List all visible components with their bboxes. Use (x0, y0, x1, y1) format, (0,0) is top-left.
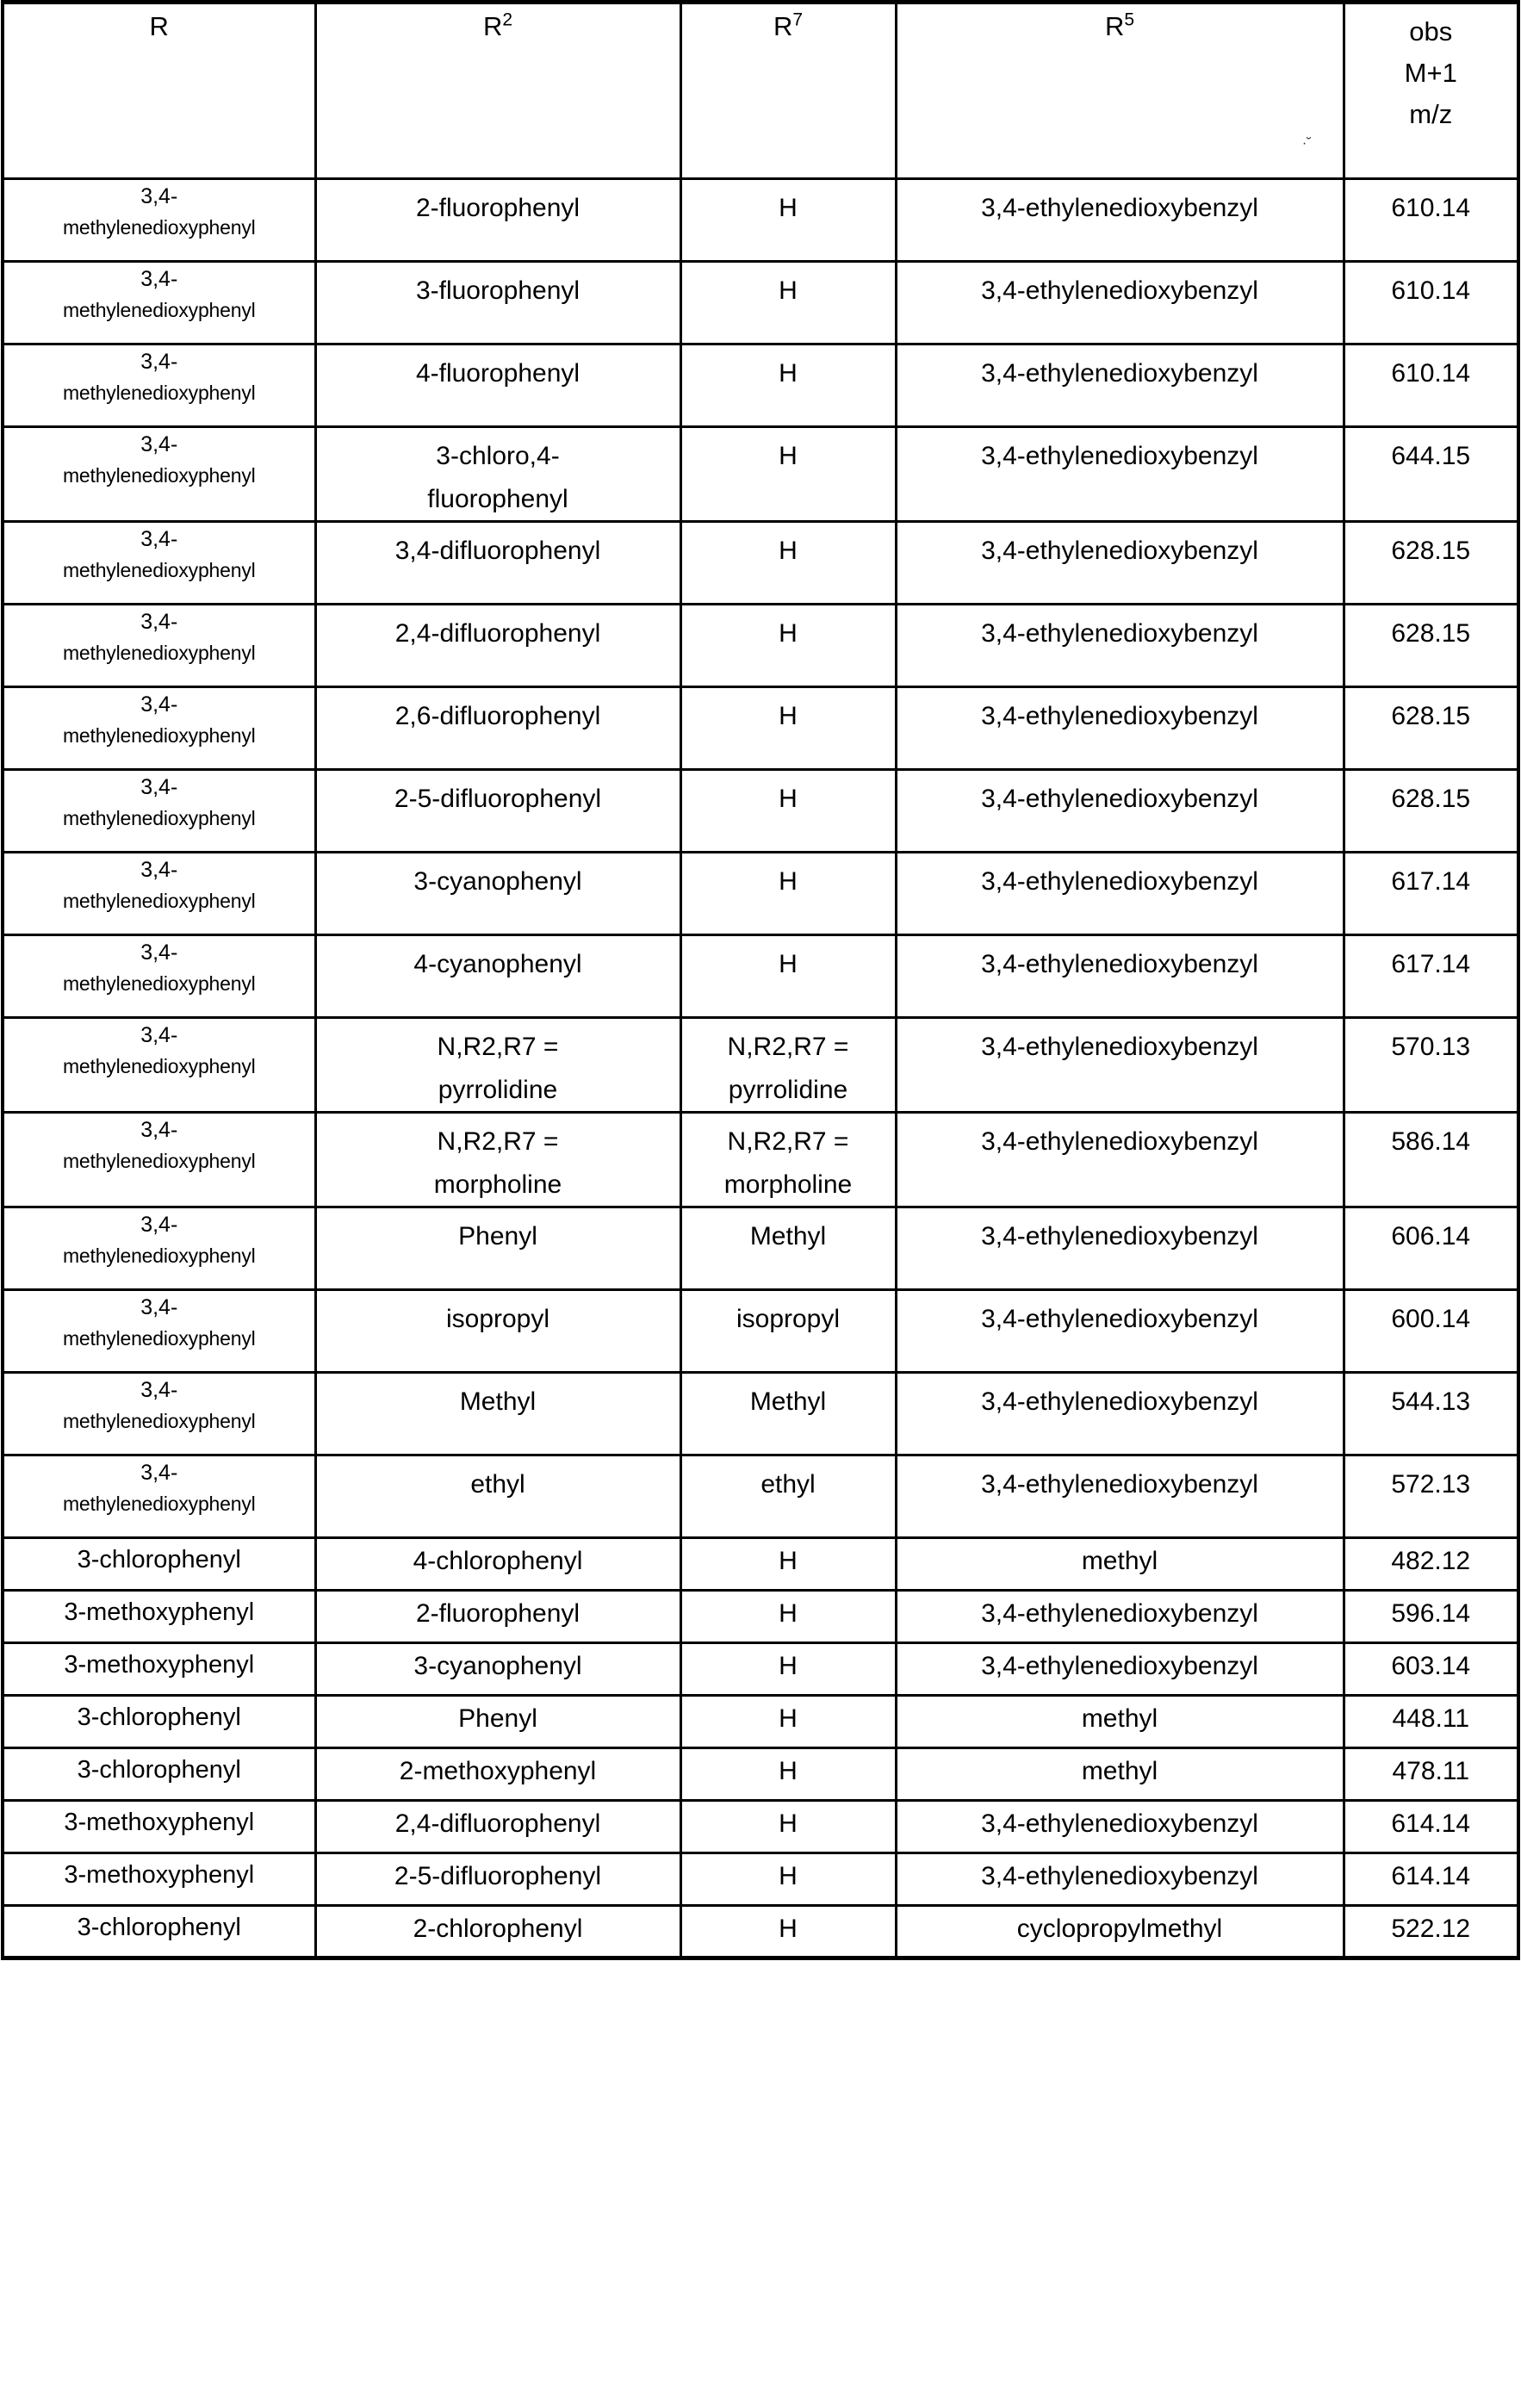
cell-obs-mz: 478.11 (1344, 1748, 1518, 1801)
cell-r2: 3,4-difluorophenyl (315, 522, 680, 605)
column-header-r7-sup: 7 (792, 9, 804, 30)
cell-r7: H (680, 1643, 896, 1696)
table-row (3, 1455, 1518, 1538)
column-header-r5-label: R (1104, 11, 1125, 41)
cell-r (3, 1373, 315, 1455)
cell-r7: H (680, 853, 896, 935)
cell-obs-mz: 610.14 (1344, 262, 1518, 344)
cell-r-line2: methylenedioxyphenyl (62, 1492, 256, 1515)
cell-r2: 3-cyanophenyl (315, 1643, 680, 1696)
table-row (3, 262, 1518, 344)
cell-obs-mz: 570.13 (1344, 1018, 1518, 1113)
cell-r2: ethyl (315, 1455, 680, 1538)
table-row (3, 1207, 1518, 1290)
cell-r-line1: 3,4- (140, 432, 178, 456)
cell-r: 3-chlorophenyl (3, 1696, 315, 1748)
table-row (3, 1853, 1518, 1906)
cell-r2: 2-fluorophenyl (315, 1591, 680, 1643)
table-row (3, 1906, 1518, 1958)
cell-r-line2: methylenedioxyphenyl (62, 298, 256, 321)
cell-obs-mz: 610.14 (1344, 344, 1518, 427)
cell-r (3, 1113, 315, 1207)
cell-obs-mz: 614.14 (1344, 1853, 1518, 1906)
column-header-r7-label: R (773, 11, 793, 41)
cell-obs-mz: 614.14 (1344, 1801, 1518, 1853)
cell-r5: 3,4-ethylenedioxybenzyl (896, 1018, 1344, 1113)
cell-r (3, 1455, 315, 1538)
cell-r-line1: 3,4- (140, 610, 178, 634)
cell-r-line2: methylenedioxyphenyl (62, 1244, 256, 1267)
cell-obs-mz: 482.12 (1344, 1538, 1518, 1591)
cell-r7: Methyl (680, 1373, 896, 1455)
cell-r5: methyl (896, 1696, 1344, 1748)
table-row (3, 1373, 1518, 1455)
column-header-obs-line1: obs (1409, 16, 1453, 47)
cell-r: 3-methoxyphenyl (3, 1801, 315, 1853)
cell-r2: isopropyl (315, 1290, 680, 1373)
cell-r5: 3,4-ethylenedioxybenzyl (896, 262, 1344, 344)
cell-r-line2: methylenedioxyphenyl (62, 463, 256, 487)
column-header-r2-label: R (482, 11, 503, 41)
cell-r2: N,R2,R7 = pyrrolidine (315, 1018, 680, 1113)
cell-r7: H (680, 1906, 896, 1958)
cell-r7: H (680, 1696, 896, 1748)
cell-r (3, 935, 315, 1018)
cell-r2: 4-cyanophenyl (315, 935, 680, 1018)
cell-r (3, 1018, 315, 1113)
cell-r5: 3,4-ethylenedioxybenzyl (896, 427, 1344, 522)
cell-r7: H (680, 427, 896, 522)
cell-obs-mz: 617.14 (1344, 853, 1518, 935)
cell-obs-mz: 628.15 (1344, 522, 1518, 605)
cell-r-line2: methylenedioxyphenyl (62, 723, 256, 747)
cell-r: 3-methoxyphenyl (3, 1591, 315, 1643)
cell-obs-mz: 572.13 (1344, 1455, 1518, 1538)
cell-r-line2: methylenedioxyphenyl (62, 215, 256, 239)
cell-r5: 3,4-ethylenedioxybenzyl (896, 522, 1344, 605)
cell-r5: 3,4-ethylenedioxybenzyl (896, 1455, 1344, 1538)
cell-r5: 3,4-ethylenedioxybenzyl (896, 1643, 1344, 1696)
cell-obs-mz: 586.14 (1344, 1113, 1518, 1207)
cell-r2: Phenyl (315, 1696, 680, 1748)
cell-r-line2: methylenedioxyphenyl (62, 381, 256, 404)
cell-r7: H (680, 605, 896, 687)
cell-obs-mz: 610.14 (1344, 179, 1518, 262)
column-header-obs-mz (1344, 3, 1518, 179)
table-row (3, 853, 1518, 935)
cell-r5: 3,4-ethylenedioxybenzyl (896, 344, 1344, 427)
cell-r-line2: methylenedioxyphenyl (62, 1409, 256, 1432)
cell-r2: 2-5-difluorophenyl (315, 1853, 680, 1906)
cell-obs-mz: 596.14 (1344, 1591, 1518, 1643)
table-body (3, 179, 1518, 1958)
cell-r2: 4-chlorophenyl (315, 1538, 680, 1591)
cell-r5: 3,4-ethylenedioxybenzyl (896, 1853, 1344, 1906)
cell-r7: H (680, 1748, 896, 1801)
cell-r7: H (680, 1853, 896, 1906)
cell-r2: 3-cyanophenyl (315, 853, 680, 935)
cell-r7: N,R2,R7 = morpholine (680, 1113, 896, 1207)
cell-r5: 3,4-ethylenedioxybenzyl (896, 853, 1344, 935)
table-row (3, 770, 1518, 853)
cell-r7: H (680, 1801, 896, 1853)
scan-artifact-mark: ·˘ (1301, 136, 1312, 151)
cell-r2: 2-methoxyphenyl (315, 1748, 680, 1801)
column-header-r-label: R (149, 11, 169, 41)
column-header-obs-line2: M+1 (1404, 58, 1457, 89)
table-row (3, 427, 1518, 522)
cell-r-line1: 3,4- (140, 1461, 178, 1485)
cell-r5: 3,4-ethylenedioxybenzyl (896, 1207, 1344, 1290)
cell-r (3, 179, 315, 262)
cell-r-line1: 3,4- (140, 1023, 178, 1047)
cell-r-line1: 3,4- (140, 1213, 178, 1237)
cell-r-line2: methylenedioxyphenyl (62, 1054, 256, 1077)
cell-r-line1: 3,4- (140, 1118, 178, 1142)
cell-r7: H (680, 1591, 896, 1643)
cell-obs-mz: 603.14 (1344, 1643, 1518, 1696)
cell-r-line2: methylenedioxyphenyl (62, 806, 256, 829)
cell-r-line1: 3,4- (140, 692, 178, 717)
cell-r-line2: methylenedioxyphenyl (62, 1326, 256, 1350)
table-row (3, 1113, 1518, 1207)
cell-r (3, 853, 315, 935)
cell-obs-mz: 628.15 (1344, 770, 1518, 853)
cell-r2: 2,4-difluorophenyl (315, 605, 680, 687)
cell-r: 3-chlorophenyl (3, 1538, 315, 1591)
cell-r (3, 522, 315, 605)
cell-r5: methyl (896, 1748, 1344, 1801)
cell-r-line2: methylenedioxyphenyl (62, 889, 256, 912)
cell-r7: H (680, 262, 896, 344)
cell-obs-mz: 617.14 (1344, 935, 1518, 1018)
table-row (3, 935, 1518, 1018)
cell-r5: 3,4-ethylenedioxybenzyl (896, 1113, 1344, 1207)
cell-r (3, 605, 315, 687)
table-row (3, 1643, 1518, 1696)
cell-r-line1: 3,4- (140, 775, 178, 799)
cell-r7: N,R2,R7 = pyrrolidine (680, 1018, 896, 1113)
cell-obs-mz: 522.12 (1344, 1906, 1518, 1958)
cell-r5: 3,4-ethylenedioxybenzyl (896, 1801, 1344, 1853)
cell-r-line2: methylenedioxyphenyl (62, 558, 256, 581)
cell-r7: H (680, 1538, 896, 1591)
cell-r5: cyclopropylmethyl (896, 1906, 1344, 1958)
cell-obs-mz: 544.13 (1344, 1373, 1518, 1455)
cell-r2: 2,6-difluorophenyl (315, 687, 680, 770)
cell-r5: 3,4-ethylenedioxybenzyl (896, 1290, 1344, 1373)
column-header-r5-sup: 5 (1124, 9, 1135, 30)
cell-r (3, 1207, 315, 1290)
cell-r-line2: methylenedioxyphenyl (62, 1149, 256, 1172)
table-row (3, 1018, 1518, 1113)
cell-r5: 3,4-ethylenedioxybenzyl (896, 935, 1344, 1018)
cell-r (3, 262, 315, 344)
cell-r2: 2-5-difluorophenyl (315, 770, 680, 853)
cell-r7: H (680, 522, 896, 605)
table-row (3, 344, 1518, 427)
cell-r-line1: 3,4- (140, 940, 178, 965)
cell-r-line1: 3,4- (140, 1378, 178, 1402)
cell-r7: isopropyl (680, 1290, 896, 1373)
table-row (3, 687, 1518, 770)
table-row (3, 1696, 1518, 1748)
cell-r5: 3,4-ethylenedioxybenzyl (896, 770, 1344, 853)
column-header-r2-sup: 2 (502, 9, 513, 30)
table-head (3, 3, 1518, 179)
cell-r: 3-methoxyphenyl (3, 1853, 315, 1906)
cell-r (3, 770, 315, 853)
cell-obs-mz: 628.15 (1344, 687, 1518, 770)
column-header-r (3, 3, 315, 179)
cell-r2: N,R2,R7 = morpholine (315, 1113, 680, 1207)
cell-r2: 4-fluorophenyl (315, 344, 680, 427)
column-header-r7 (680, 3, 896, 179)
cell-r7: H (680, 687, 896, 770)
cell-r7: Methyl (680, 1207, 896, 1290)
table-row (3, 605, 1518, 687)
column-header-obs-line3: m/z (1409, 99, 1453, 130)
cell-r (3, 1290, 315, 1373)
cell-r7: H (680, 179, 896, 262)
cell-r (3, 427, 315, 522)
column-header-r2 (315, 3, 680, 179)
cell-r7: ethyl (680, 1455, 896, 1538)
cell-r: 3-chlorophenyl (3, 1906, 315, 1958)
cell-r5: 3,4-ethylenedioxybenzyl (896, 687, 1344, 770)
cell-obs-mz: 448.11 (1344, 1696, 1518, 1748)
cell-r5: 3,4-ethylenedioxybenzyl (896, 179, 1344, 262)
compound-substituent-table (1, 0, 1520, 1960)
cell-r-line1: 3,4- (140, 350, 178, 374)
cell-r: 3-methoxyphenyl (3, 1643, 315, 1696)
cell-r: 3-chlorophenyl (3, 1748, 315, 1801)
table-row (3, 179, 1518, 262)
cell-r5: 3,4-ethylenedioxybenzyl (896, 1373, 1344, 1455)
cell-r2: Methyl (315, 1373, 680, 1455)
cell-r2: 2-chlorophenyl (315, 1906, 680, 1958)
cell-r2: Phenyl (315, 1207, 680, 1290)
cell-r5: 3,4-ethylenedioxybenzyl (896, 1591, 1344, 1643)
cell-r2: 2-fluorophenyl (315, 179, 680, 262)
cell-r7: H (680, 344, 896, 427)
cell-r-line1: 3,4- (140, 184, 178, 208)
cell-obs-mz: 628.15 (1344, 605, 1518, 687)
cell-obs-mz: 600.14 (1344, 1290, 1518, 1373)
cell-r-line1: 3,4- (140, 858, 178, 882)
cell-r2: 3-fluorophenyl (315, 262, 680, 344)
table-row (3, 522, 1518, 605)
table-header-row (3, 3, 1518, 179)
table-row (3, 1538, 1518, 1591)
table-row (3, 1591, 1518, 1643)
cell-r-line2: methylenedioxyphenyl (62, 641, 256, 664)
cell-r-line1: 3,4- (140, 527, 178, 551)
cell-r7: H (680, 770, 896, 853)
table-row (3, 1748, 1518, 1801)
table-row (3, 1290, 1518, 1373)
cell-r5: methyl (896, 1538, 1344, 1591)
cell-obs-mz: 606.14 (1344, 1207, 1518, 1290)
cell-r7: H (680, 935, 896, 1018)
cell-r (3, 344, 315, 427)
table-row (3, 1801, 1518, 1853)
cell-r5: 3,4-ethylenedioxybenzyl (896, 605, 1344, 687)
column-header-r5 (896, 3, 1344, 179)
cell-obs-mz: 644.15 (1344, 427, 1518, 522)
cell-r-line1: 3,4- (140, 1295, 178, 1319)
cell-r-line1: 3,4- (140, 267, 178, 291)
cell-r-line2: methylenedioxyphenyl (62, 971, 256, 995)
cell-r (3, 687, 315, 770)
cell-r2: 2,4-difluorophenyl (315, 1801, 680, 1853)
cell-r2: 3-chloro,4- fluorophenyl (315, 427, 680, 522)
